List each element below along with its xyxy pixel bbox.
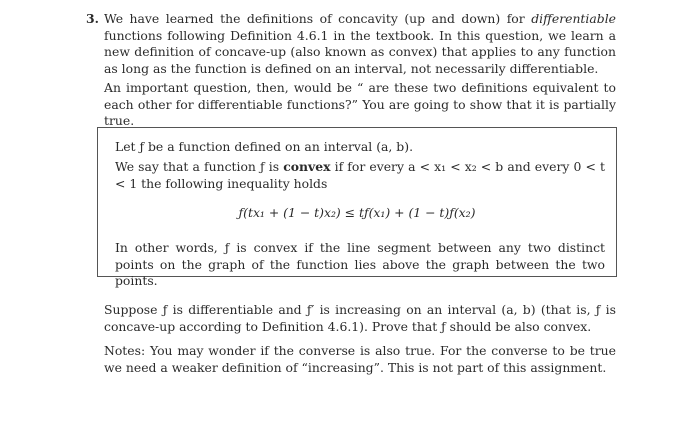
definition-line-3: In other words, ƒ is convex if the line segment between any two distinct points on the graph of the function lies above the graph between the two points. [115, 240, 605, 289]
intro-emphasis: differentiable [531, 11, 616, 26]
problem-question: An important question, then, would be “ are these two definitions equivalent to each other for differentiable functions?” You are going to show that it is partially true. [104, 80, 616, 129]
problem-intro [104, 11, 616, 77]
definition-box [97, 127, 617, 289]
task-statement: Suppose ƒ is differentiable and ƒ′ is increasing on an interval (a, b) (that is, ƒ is concave-up according to Definition 4.6.1). Prove that ƒ should be also convex. [104, 302, 616, 334]
intro-text-start: We have learned the definitions of concavity (up and down) for [104, 11, 532, 26]
definition-line-2-start: We say that a function ƒ is [115, 159, 284, 174]
definition-line-2-end: if for every a < x₁ < x₂ < b and every 0 < t < 1 the following inequality holds [115, 159, 605, 191]
definition-line-1: Let ƒ be a function defined on an interval (a, b). [115, 139, 414, 154]
definition-term: convex [283, 159, 331, 174]
intro-text-end: functions following Definition 4.6.1 in the textbook. In this question, we learn a new definition of concave-up (also known as convex) that applies to any function as long as the function is defined on an interval, not necessarily differentiable. [104, 27, 616, 76]
problem-number: 3. [86, 11, 99, 26]
task-notes: Notes: You may wonder if the converse is also true. For the converse to be true we need a weaker definition of “increasing”. This is not part of this assignment. [104, 343, 616, 375]
convexity-inequality: ƒ(tx₁ + (1 − t)x₂) ≤ tƒ(x₁) + (1 − t)ƒ(x₂) [238, 205, 476, 220]
definition-line-2 [115, 159, 605, 192]
